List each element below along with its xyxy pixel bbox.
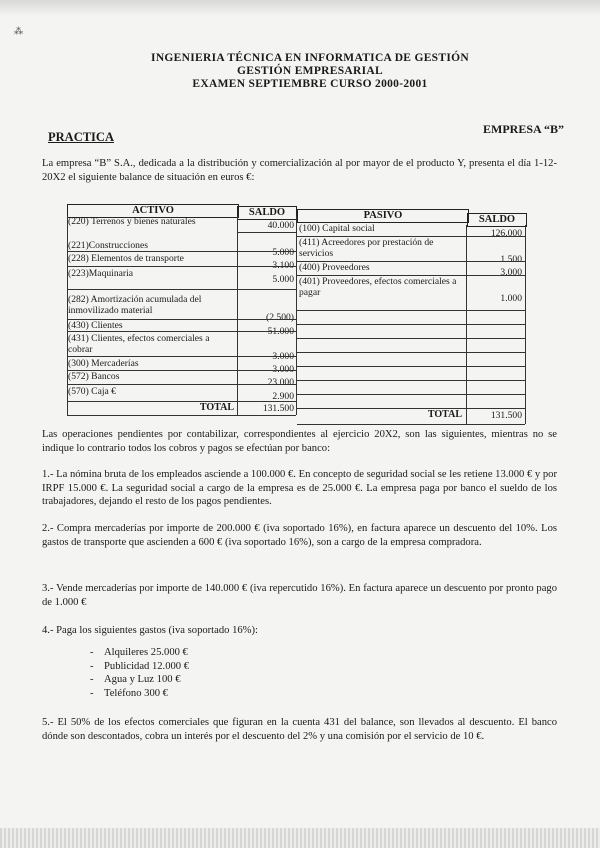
activo-amount-9: 2.900 [272, 391, 294, 402]
activo-label-6: (431) Clientes, efectos comerciales a cobrar [68, 333, 210, 355]
gasto-agua-luz: Agua y Luz 100 € [104, 674, 181, 685]
activo-label-0: (220) Terrenos y bienes naturales [68, 216, 196, 227]
activo-label-7: (300) Mercaderías [68, 358, 139, 369]
gasto-alquileres: Alquileres 25.000 € [104, 647, 188, 658]
row-divider [297, 352, 525, 353]
activo-amount-8: 23.000 [267, 377, 294, 388]
pasivo-label-0: (100) Capital social [299, 223, 375, 234]
row-divider [297, 366, 525, 367]
gasto-publicidad: Publicidad 12.000 € [104, 660, 190, 672]
activo-label-9: (570) Caja € [68, 386, 116, 397]
saldo-header-left: SALDO [248, 207, 286, 218]
activo-amount-6: 3.000 [272, 351, 294, 362]
row-divider [297, 380, 525, 381]
activo-amount-5: 51.000 [267, 326, 294, 337]
list-item: - Agua y Luz 100 € [90, 674, 181, 685]
row-divider [237, 232, 296, 233]
header-line-2: GESTIÓN EMPRESARIAL [237, 65, 383, 77]
empresa-label: EMPRESA “B” [483, 122, 565, 136]
gastos-list [90, 646, 189, 700]
pasivo-label-1: (411) Acreedores por prestación de servicios [299, 237, 434, 259]
gasto-telefono: Teléfono 300 € [104, 687, 168, 699]
pasivo-total-label: TOTAL [427, 409, 462, 420]
row-divider [67, 415, 296, 416]
row-divider [67, 331, 296, 332]
operation-2: 2.- Compra mercaderías por importe de 200.000 € (iva soportado 16%), en factura aparece un descuento del 10%. Los gastos de transporte que ascienden a 600 € (iva soportado 16%), son a cargo de la empresa compradora. [42, 523, 557, 548]
pasivo-label-2: (400) Proveedores [299, 262, 370, 273]
operation-1: 1.- La nómina bruta de los empleados asciende a 100.000 €. En concepto de seguridad social se les retiene 13.000 € y por IRPF 15.000 €. La seguridad social a cargo de la empresa es de 25.000 €. La empresa paga por banco el sueldo de los trabajadores, dejando el resto de los pagos pendientes. [42, 469, 557, 507]
pasivo-total-amount: 131.500 [490, 410, 522, 421]
activo-amount-2: 3.100 [272, 260, 294, 271]
row-divider [297, 394, 525, 395]
pasivo-amount-2: 3.000 [500, 267, 522, 278]
activo-amount-0: 40.000 [267, 220, 294, 231]
activo-total-label: TOTAL [199, 402, 234, 413]
row-divider [297, 310, 525, 311]
header-line-3: EXAMEN SEPTIEMBRE CURSO 2000-2001 [192, 78, 428, 90]
operation-5: 5.- El 50% de los efectos comerciales que figuran en la cuenta 431 del balance, son llevados al descuento. El banco dónde son descontados, cobra un interés por el descuento del 2% y una comisión por el servicio de 10 €. [42, 717, 557, 742]
operation-4: 4.- Paga los siguientes gastos (iva soportado 16%): [42, 625, 258, 636]
activo-label-5: (430) Clientes [68, 320, 123, 331]
activo-total-amount: 131.500 [262, 403, 294, 414]
list-item: - Publicidad 12.000 € [90, 660, 190, 672]
row-divider [297, 424, 525, 425]
activo-label-2: (228) Elementos de transporte [68, 253, 184, 264]
pasivo-label-3: (401) Proveedores, efectos comerciales a pagar [299, 276, 457, 298]
operation-3: 3.- Vende mercaderías por importe de 140.000 € (iva repercutido 16%). En factura aparece un descuento por pronto pago de 1.000 € [42, 583, 557, 608]
list-item: - Alquileres 25.000 € [90, 647, 188, 658]
row-divider [297, 324, 525, 325]
row-divider [67, 401, 296, 402]
row-divider [67, 384, 296, 385]
activo-header: ACTIVO [132, 205, 174, 216]
scan-edge-bottom [0, 828, 600, 848]
saldo-header-right: SALDO [478, 214, 516, 225]
pasivo-amount-3: 1.000 [500, 293, 522, 304]
activo-amount-3: 5.000 [272, 274, 294, 285]
activo-mid-border [237, 216, 238, 415]
scan-edge-top [0, 0, 600, 16]
pasivo-amount-1: 1.500 [500, 254, 522, 265]
saldo-header-right-box [467, 213, 527, 227]
row-divider [297, 338, 525, 339]
activo-amount-4: (2.500) [266, 312, 294, 323]
intro-paragraph: La empresa “B” S.A., dedicada a la distribución y comercialización al por mayor de el producto Y, presenta el día 1-12-20X2 el siguiente balance de situación en euros €: [42, 158, 557, 183]
activo-label-3: (223)Maquinaria [68, 268, 134, 279]
row-divider [67, 356, 296, 357]
pasivo-right-border [525, 225, 526, 424]
saldo-header-left-box [237, 206, 297, 220]
pasivo-header: PASIVO [363, 210, 403, 221]
row-divider [67, 266, 296, 267]
operaciones-intro: Las operaciones pendientes por contabilizar, correspondientes al ejercicio 20X2, son las siguientes, mientras no se indique lo contrario todos los cobros y pagos se efectúan por banco: [42, 429, 557, 454]
practica-title: PRACTICA [48, 130, 114, 144]
row-divider [67, 289, 296, 290]
activo-label-4: (282) Amortización acumulada del inmovilizado material [68, 294, 202, 316]
row-divider [67, 251, 296, 252]
scan-corner-mark: ⁂ [14, 26, 23, 36]
pasivo-header-box [297, 209, 469, 223]
activo-amount-7: 3.000 [272, 364, 294, 375]
header-line-1: INGENIERIA TÉCNICA EN INFORMATICA DE GESTIÓN [151, 52, 469, 64]
activo-label-8: (572) Bancos [68, 371, 120, 382]
activo-right-border [296, 216, 297, 415]
list-item: - Teléfono 300 € [90, 687, 168, 699]
pasivo-amount-0: 126.000 [490, 228, 522, 239]
exam-header [120, 52, 500, 91]
activo-label-1: (221)Construcciones [68, 240, 148, 251]
activo-amount-1: 5.000 [272, 247, 294, 258]
